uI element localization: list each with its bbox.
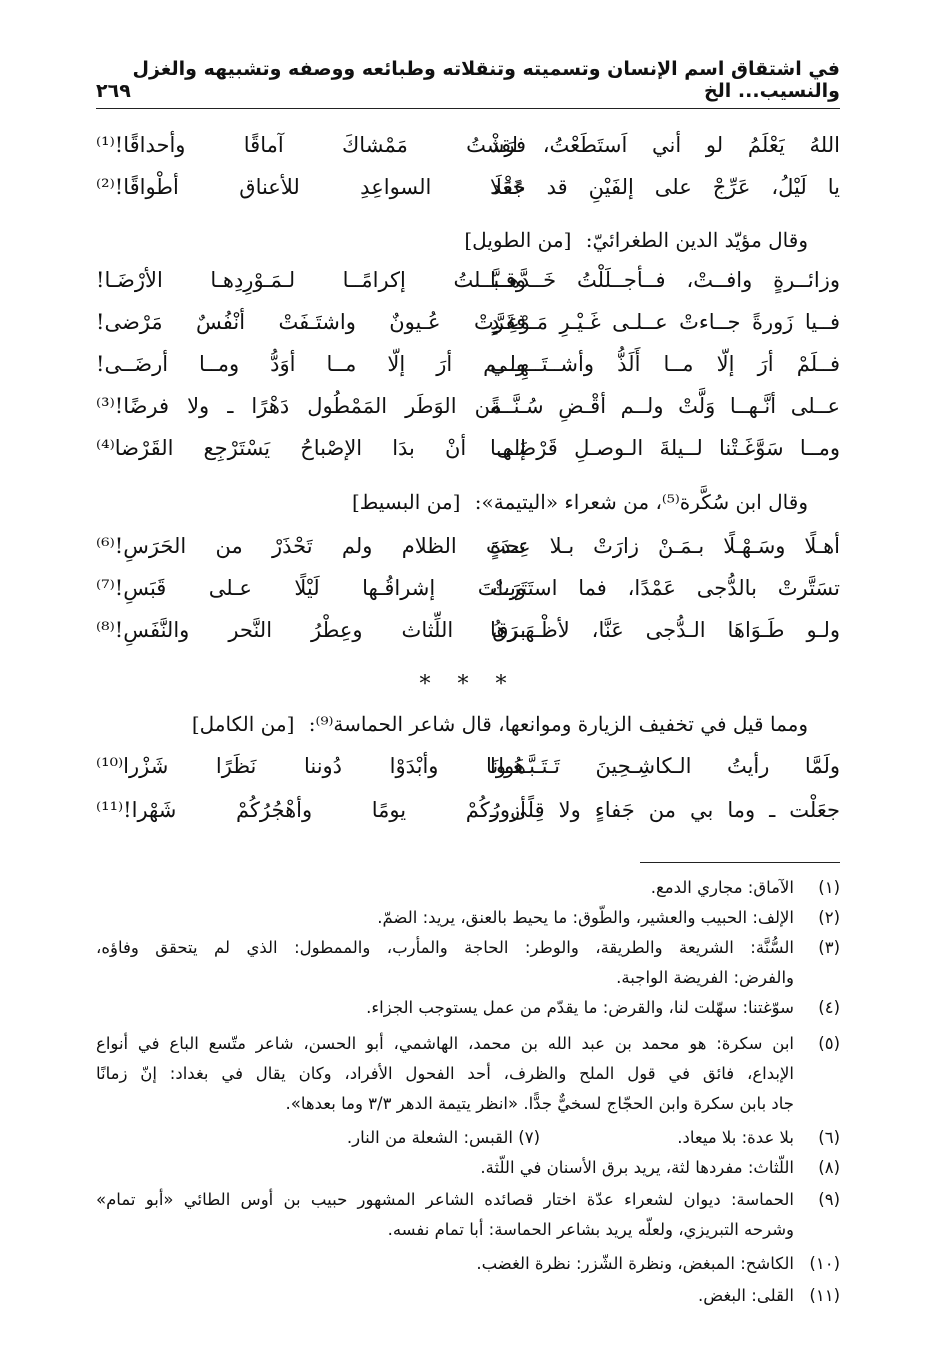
verse-first-hemistich: فــلَمْ أرَ إلّا مــا أَلَذُّ وأشــتَــهِــي [490, 352, 840, 376]
intro-text: ومما قيل في تخفيف الزيارة وموانعها، قال شاعر الحماسة⁽⁹⁾: [308, 712, 808, 736]
footnote-number: (١) [818, 878, 840, 897]
verse-first-hemistich: اللهُ يَعْلَمُ لو أني اَستَطَعْتُ، لقد [490, 133, 840, 157]
verse-line [96, 352, 840, 388]
verse-second-hemistich: فقَرَّتْ عُـيونٌ واشتَـفَتْ أنْفُسٌ مَرْضى! [96, 310, 526, 334]
footnote-text: والفرض: الفريضة الواجبة. [616, 968, 794, 987]
verse-line [96, 534, 840, 570]
footnote-number: (٦) [818, 1128, 840, 1147]
page-number: ٢٦٩ [96, 80, 131, 102]
verse-second-hemistich: وبـاتَ إشراقُـها لَيْلًا عـلى قَبَسِ!⁽⁷⁾ [96, 576, 526, 600]
footnote-text: (٧) القبس: الشعلة من النار. [346, 1128, 540, 1147]
footnote-text: ابن سكرة: هو محمد بن عبد الله بن محمد، الهاشمي، أبو الحسن، شاعر متّسع الباع في أنواع [96, 1034, 794, 1053]
footnote-text: الآماق: مجاري الدمع. [650, 878, 794, 897]
footnote-number: (١١) [809, 1286, 840, 1305]
meter-label: [من الطويل] [464, 228, 572, 252]
meter-label: [من الكامل] [191, 712, 295, 736]
poem-intro [96, 712, 840, 746]
footnote-text: القلى: البغض. [698, 1286, 794, 1305]
verse-first-hemistich: ولـو طَـوَاهَا الـدُّجى عَنَّا، لأظْـهَـرَها [490, 618, 840, 642]
running-header [96, 58, 840, 102]
verse-line [96, 576, 840, 612]
footnote-rule [640, 862, 840, 863]
verse-second-hemistich: برقُ اللِّثاث وعِطْرُ النَّحر والنَّفَسِ!⁽⁸⁾ [96, 618, 526, 642]
verse-second-hemistich: فرَشْتُ مَمْشاكَ آماقًا وأحداقًا!⁽¹⁾ [96, 133, 526, 157]
section-separator: * * * [419, 672, 517, 697]
verse-line [96, 798, 840, 834]
verse-second-hemistich: هَوانَا وأبْدَوْا دُوننا نَظَرًا شَزْرا⁽¹⁰⁾ [96, 754, 526, 778]
verse-second-hemistich: وقـبَّــلتُ إكرامًــا لـمَـوْرِدِهـا الأرْضَـا! [96, 268, 526, 292]
verse-second-hemistich: عَقْد السواعِدِ للأعناق أطْواقًا!⁽²⁾ [96, 175, 526, 199]
footnote-text: الإبداع، فائق في قول الملح والظرف، أحد الفحول الأفراد، وكان يقال في بغداد: إنّ زمانًا [96, 1064, 794, 1083]
footnote-number: (١٠) [809, 1254, 840, 1273]
footnote-text: بلا عدة: بلا ميعاد. [677, 1128, 794, 1147]
verse-second-hemistich: تحتَ الظلام ولم تَحْذَرْ من الحَرَسِ!⁽⁶⁾ [96, 534, 526, 558]
verse-first-hemistich: يا لَيْلُ، عَرِّجْ على إلفَيْنِ قد جَعَلَا [490, 175, 840, 199]
footnote-text: جاد بابن سكرة وابن الحجّاج لسخيٌّ جدًّا. «انظر يتيمة الدهر ٣/٣ وما بعدها». [285, 1094, 794, 1113]
verse-line [96, 133, 840, 169]
footnote-number: (٥) [818, 1034, 840, 1053]
footnote-text: الكاشح: المبغض، ونظرة الشّزر: نظرة الغضب. [476, 1254, 794, 1273]
verse-second-hemistich: إلى أنْ بدَا الإصْباحُ يَسْتَرْجِع القَرْضا⁽⁴⁾ [96, 436, 526, 460]
verse-line [96, 310, 840, 346]
footnote-number: (٢) [818, 908, 840, 927]
verse-line [96, 754, 840, 790]
footnote-text: الإلف: الحبيب والعشير، والطّوق: ما يحيط بالعنق، يريد: الضمّ. [377, 908, 794, 927]
header-title: في اشتقاق اسم الإنسان وتسميته وتنقلاته وطبائعه ووصفه وتشبيهه والغزل والنسيب... الخ [132, 58, 840, 102]
footnote-number: (٤) [818, 998, 840, 1017]
verse-second-hemistich: ـ من الوَطَر المَمْطُول دَهْرًا ـ ولا فرضًا!⁽³⁾ [96, 394, 526, 418]
verse-second-hemistich: أزورُكُمْ يومًا وأهْجُرُكُمْ شَهْرا!⁽¹¹⁾ [96, 798, 526, 822]
verse-second-hemistich: ولــم أرَ إلّا مــا أوَدُّ ومــا أرضَــى! [96, 352, 526, 376]
footnote-number: (٣) [818, 938, 840, 957]
verse-line [96, 394, 840, 430]
verse-first-hemistich: ومــا سَوَّغَـتْنا لــيلةَ الـوصـلِ قَرْضَـهـا [490, 436, 840, 460]
verse-line [96, 436, 840, 472]
intro-text: وقال مؤيّد الدين الطغرائيّ: [585, 228, 808, 252]
footnote-text: السُّنَّة: الشريعة والطريقة، والوطر: الحاجة والمأرب، والممطول: الذي لم يتحقق وفاؤه، [96, 938, 794, 957]
poem-intro [96, 228, 840, 262]
verse-first-hemistich: وزائــرةٍ وافــتْ، فــأجــلَلْتُ خَــدَّهــا [490, 268, 840, 292]
footnote-text: اللّثاث: مفردها لثة، يريد برق الأسنان في اللّثة. [480, 1158, 794, 1177]
verse-first-hemistich: ولَمَّا رأيتُ الـكاشِـحِينَ تَـتَـبَّـعُـوا [490, 754, 840, 778]
footnote-number: (٨) [818, 1158, 840, 1177]
intro-text: وقال ابن سُكَّرة⁽⁵⁾، من شعراء «اليتيمة»: [474, 490, 808, 514]
verse-first-hemistich: فــيا زَورةً جــاءتْ عــلـى غَـيْـرِ مَـوْعِـدٍ [490, 310, 840, 334]
verse-line [96, 175, 840, 211]
footnote-text: الحماسة: ديوان لشعراء عدّة اختار قصائده الشاعر المشهور حبيب بن أوس الطائي «أبو تمام» [96, 1190, 794, 1209]
verse-first-hemistich: جعَلْت ـ وما بي من جَفاءٍ ولا قِلًى ـ [490, 798, 840, 822]
verse-line [96, 618, 840, 654]
verse-line [96, 268, 840, 304]
poem-intro [96, 490, 840, 524]
meter-label: [من البسيط] [351, 490, 461, 514]
verse-first-hemistich: عــلى أنَّـهــا وَلَّتْ ولــم أقْـضِ سُـنَّــةً [490, 394, 840, 418]
header-rule [96, 108, 840, 109]
footnote-text: وشرحه التبريزي، ولعلّه يريد بشاعر الحماسة: أبا تمام نفسه. [387, 1220, 794, 1239]
verse-first-hemistich: أهـلًا وسَـهْـلًا بـمَـنْ زارَتْ بـلا عِـدَةٍ [490, 534, 840, 558]
footnote-number: (٩) [818, 1190, 840, 1209]
footnote-text: سوّغتنا: سهّلت لنا، والقرض: ما يقدّم من عمل يستوجب الجزاء. [366, 998, 794, 1017]
verse-first-hemistich: تسَتَّرتْ بالدُّجى عَمْدًا، فما استَتَرَتْ [490, 576, 840, 600]
